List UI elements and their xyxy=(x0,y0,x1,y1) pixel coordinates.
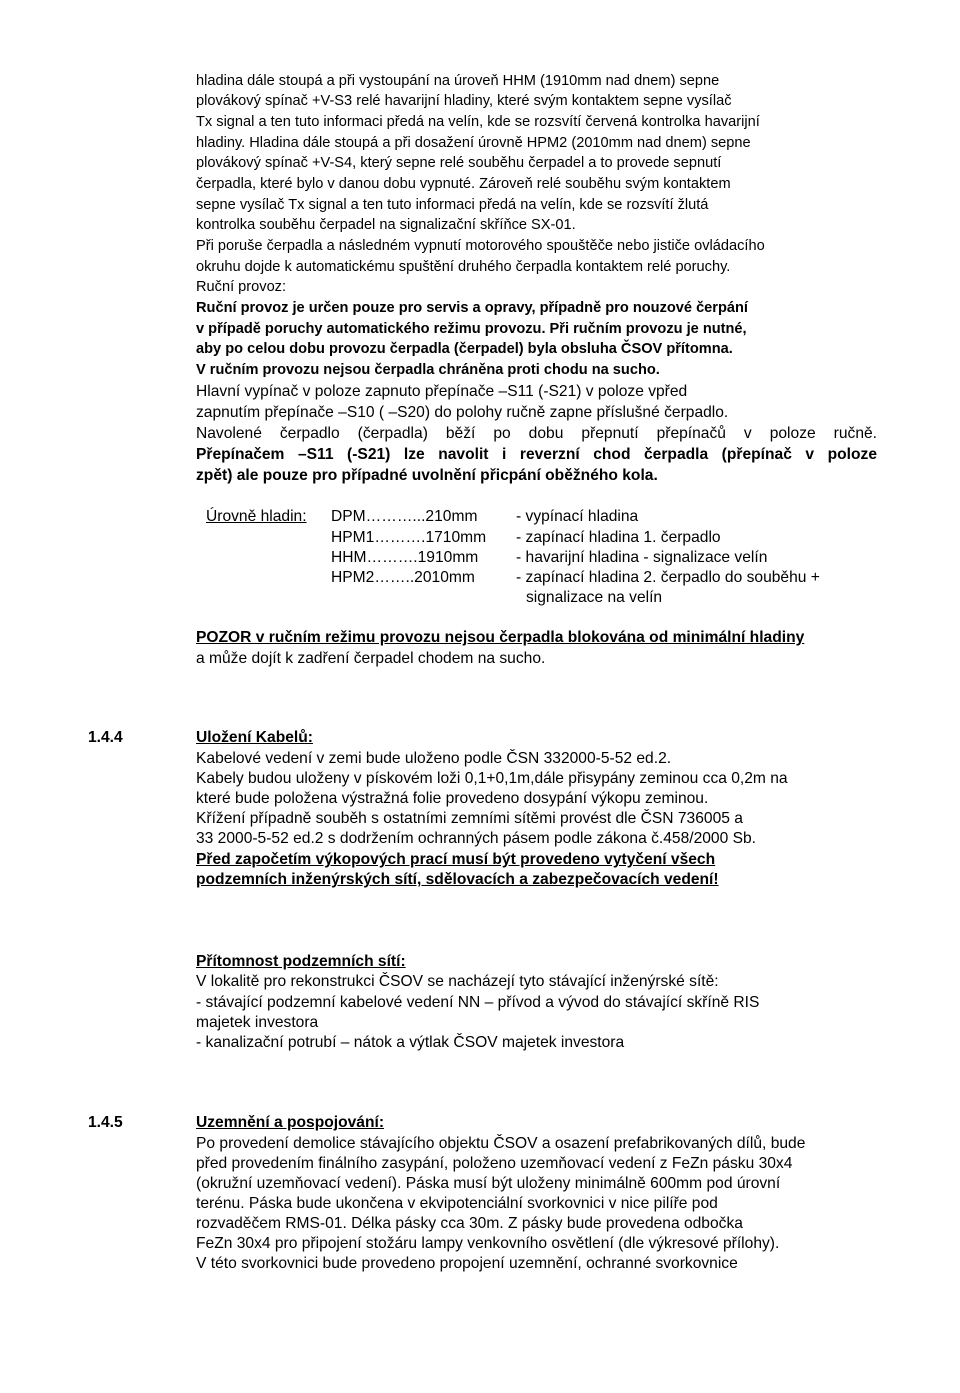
paragraph-line: Po provedení demolice stávajícího objektu ČSOV a osazení prefabrikovaných dílů, bude xyxy=(196,1135,806,1152)
paragraph-line: Hlavní vypínač v poloze zapnuto přepínače –S11 (-S21) v poloze vpřed xyxy=(196,383,688,400)
paragraph-line: čerpadla, které bylo v danou dobu vypnuté. Zároveň relé souběhu svým kontaktem xyxy=(196,176,731,192)
paragraph-line: V této svorkovnici bude provedeno propojení uzemnění, ochranné svorkovnice xyxy=(196,1255,738,1272)
paragraph-line: FeZn 30x4 pro připojení stožáru lampy venkovního osvětlení (dle výkresové přílohy). xyxy=(196,1235,780,1252)
paragraph-line: Kabely budou uloženy v pískovém loži 0,1+0,1m,dále přisypány zeminou cca 0,2m na xyxy=(196,770,788,787)
paragraph-line: majetek investora xyxy=(196,1014,319,1031)
level-desc: - zapínací hladina 1. čerpadlo xyxy=(516,529,721,546)
paragraph-line: rozvaděčem RMS-01. Délka pásky cca 30m. Z pásky bude provedena odbočka xyxy=(196,1215,743,1232)
paragraph-line: před provedením finálního zasypání, položeno uzemňovací vedení z FeZn pásku 30x4 xyxy=(196,1155,793,1172)
level-name: HPM2……..2010mm xyxy=(331,569,475,586)
paragraph-line: hladina dále stoupá a při vystoupání na úroveň HHM (1910mm nad dnem) sepne xyxy=(196,73,720,89)
section-number: 1.4.4 xyxy=(88,729,123,746)
section-title: Uzemnění a pospojování: xyxy=(196,1114,385,1131)
paragraph-line: - stávající podzemní kabelové vedení NN – přívod a vývod do stávající skříně RIS xyxy=(196,994,760,1011)
paragraph-line: plovákový spínač +V-S3 relé havarijní hladiny, které svým kontaktem sepne vysílač xyxy=(196,93,732,109)
paragraph-line: terénu. Páska bude ukončena v ekvipotenciální svorkovnici v nice pilíře pod xyxy=(196,1195,718,1212)
bold-line: Ruční provoz je určen pouze pro servis a opravy, případně pro nouzové čerpání xyxy=(196,300,748,316)
paragraph-line: kontrolka souběhu čerpadel na signalizační skříňce SX-01. xyxy=(196,217,576,233)
bold-line: aby po celou dobu provozu čerpadla (čerpadel) byla obsluha ČSOV přítomna. xyxy=(196,341,733,357)
bold-line: V ručním provozu nejsou čerpadla chráněna proti chodu na sucho. xyxy=(196,362,660,378)
notice-line: podzemních inženýrských sítí, sdělovacích a zabezpečovacích vedení! xyxy=(196,871,719,888)
levels-label: Úrovně hladin: xyxy=(206,508,307,525)
manual-mode-label: Ruční provoz: xyxy=(196,279,287,295)
paragraph-line: zapnutím přepínače –S10 ( –S20) do polohy ručně zapne příslušné čerpadlo. xyxy=(196,404,729,421)
paragraph-line: V lokalitě pro rekonstrukci ČSOV se nacházejí tyto stávající inženýrské sítě: xyxy=(196,973,719,990)
paragraph-line: Tx signal a ten tuto informaci předá na velín, kde se rozsvítí červená kontrolka havarijní xyxy=(196,114,760,130)
level-desc-continuation: signalizace na velín xyxy=(526,589,663,606)
paragraph-line: Křížení případně souběh s ostatními zemními sítěmi provést dle ČSN 736005 a xyxy=(196,810,743,827)
warning-line: POZOR v ručním režimu provozu nejsou čerpadla blokována od minimální hladiny xyxy=(196,629,805,646)
paragraph-line: (okružní uzemňovací vedení). Páska musí být uloženy minimálně 600mm pod úrovní xyxy=(196,1175,781,1192)
paragraph-line: které bude položena výstražná folie provedeno dosypání výkopu zeminou. xyxy=(196,790,709,807)
paragraph-line: Při poruše čerpadla a následném vypnutí motorového spouštěče nebo jističe ovládacího xyxy=(196,238,765,254)
subsection-heading: Přítomnost podzemních sítí: xyxy=(196,953,406,970)
paragraph-line: 33 2000-5-52 ed.2 s dodržením ochranných pásem podle zákona č.458/2000 Sb. xyxy=(196,830,757,847)
bold-line: v případě poruchy automatického režimu provozu. Při ručním provozu je nutné, xyxy=(196,321,747,337)
bold-line: zpět) ale pouze pro případné uvolnění přicpání oběžného kola. xyxy=(196,467,658,484)
paragraph-line: plovákový spínač +V-S4, který sepne relé souběhu čerpadel a to provede sepnutí xyxy=(196,155,722,171)
paragraph-line: hladiny. Hladina dále stoupá a při dosažení úrovně HPM2 (2010mm nad dnem) sepne xyxy=(196,135,751,151)
paragraph-line: sepne vysílač Tx signal a ten tuto informaci předá na velín, kde se rozsvítí žlutá xyxy=(196,197,709,213)
paragraph-line: Navolené čerpadlo (čerpadla) běží po dobu přepnutí přepínačů v poloze ručně. xyxy=(196,425,877,442)
level-name: HPM1……….1710mm xyxy=(331,529,487,546)
paragraph-line: okruhu dojde k automatickému spuštění druhého čerpadla kontaktem relé poruchy. xyxy=(196,259,731,275)
paragraph-line: - kanalizační potrubí – nátok a výtlak ČSOV majetek investora xyxy=(196,1034,625,1051)
level-name: HHM……….1910mm xyxy=(331,549,479,566)
level-desc: - vypínací hladina xyxy=(516,508,639,525)
warning-line: a může dojít k zadření čerpadel chodem na sucho. xyxy=(196,650,546,667)
level-name: DPM………...210mm xyxy=(331,508,478,525)
bold-line: Přepínačem –S11 (-S21) lze navolit i reverzní chod čerpadla (přepínač v poloze xyxy=(196,446,877,463)
level-desc: - havarijní hladina - signalizace velín xyxy=(516,549,768,566)
notice-line: Před započetím výkopových prací musí být provedeno vytyčení všech xyxy=(196,851,716,868)
level-desc: - zapínací hladina 2. čerpadlo do souběhu + xyxy=(516,569,820,586)
section-number: 1.4.5 xyxy=(88,1114,123,1131)
section-title: Uložení Kabelů: xyxy=(196,729,313,746)
paragraph-line: Kabelové vedení v zemi bude uloženo podle ČSN 332000-5-52 ed.2. xyxy=(196,750,672,767)
